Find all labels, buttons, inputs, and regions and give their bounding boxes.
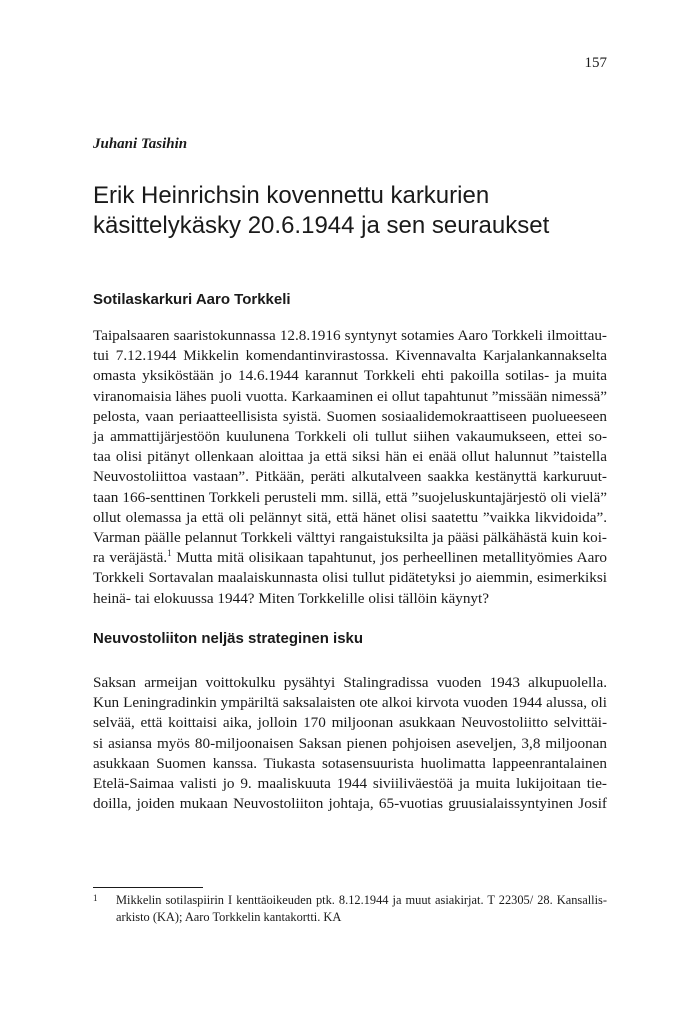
body-line: viranomaisia lähes puoli vuotta. Karkaaminen ei ollut tapahtunut ”missään nimessä” xyxy=(93,387,607,405)
page-number: 157 xyxy=(584,55,607,71)
body-line-with-footnote xyxy=(93,548,607,568)
footnote-text xyxy=(116,892,607,926)
author-name: Juhani Tasihin xyxy=(93,136,188,152)
footnote-marker: 1 xyxy=(93,893,98,903)
body-line: taa olisi pitänyt ollenkaan aloittaa ja että siksi hän ei enää ollut halunnut ”taistella xyxy=(93,448,607,466)
body-line: ollut olemassa ja että oli pelännyt sitä, että hänet olisi saatettu ”vaikka likvidoida”. xyxy=(93,508,607,526)
body-line: taan 166-senttinen Torkkeli perusteli mm. sillä, että ”suojeluskuntajärjestö oli vielä” xyxy=(93,488,607,506)
article-title xyxy=(93,181,613,241)
body-line: tui 7.12.1944 Mikkelin komendantinvirastossa. Kivennavalta Karjalankannakselta xyxy=(93,347,607,365)
body-line: omasta yksiköstään jo 14.6.1944 karannut Torkkeli ehti pakoilla sotilas- ja muita xyxy=(93,367,607,385)
footnote-line: arkisto (KA); Aaro Torkkelin kantakortti. KA xyxy=(116,910,342,924)
footnote-reference[interactable]: 1 xyxy=(167,548,172,559)
footnote-line: Mikkelin sotilaspiirin I kenttäoikeuden ptk. 8.12.1944 ja muut asiakirjat. T 22305/ 28. Kansallis- xyxy=(116,893,607,907)
body-line-end: Mutta mitä olisikaan tapahtunut, jos perheellinen metallityömies Aaro xyxy=(171,549,607,567)
body-line: doilla, joiden mukaan Neuvostoliiton johtaja, 65-vuotias gruusialaissyntyinen Josif xyxy=(93,795,607,813)
section-heading-soldier-deserter: Sotilaskarkuri Aaro Torkkeli xyxy=(93,291,291,308)
body-line: selvää, että koittaisi aika, jolloin 170 miljoonan asukkaan Neuvostoliitto selvittäi- xyxy=(93,714,607,732)
body-line: ja ammattijärjestöön kuulunena Torkkeli oli tullut siihen vakaumukseen, ettei so- xyxy=(93,428,607,446)
body-line: Saksan armeijan voittokulku pysähtyi Stalingradissa vuoden 1943 alkupuolella. xyxy=(93,674,607,691)
body-paragraph-1 xyxy=(93,326,607,609)
body-line: pelosta, vaan periaatteellisista syistä. Suomen sosiaalidemokraattiseen puolueeseen xyxy=(93,407,607,425)
body-line: si asiansa myös 80-miljoonaisen Saksan pienen pohjoisen aseveljen, 3,8 miljoonan xyxy=(93,734,607,752)
section-heading-soviet-offensive: Neuvostoliiton neljäs strateginen isku xyxy=(93,630,364,647)
body-line: heinä- tai elokuussa 1944? Miten Torkkelille olisi tällöin käynyt? xyxy=(93,589,489,607)
body-line: Torkkeli Sortavalan maalaiskunnasta olisi tullut pidätetyksi jo aiemmin, esimerkiksi xyxy=(93,569,607,587)
body-line: Neuvostoliittoa vastaan”. Pitkään, peräti alkutalveen saakka kestänyttä karkuruut- xyxy=(93,468,607,486)
body-line: Taipalsaaren saaristokunnassa 12.8.1916 syntynyt sotamies Aaro Torkkeli ilmoittau- xyxy=(93,327,607,344)
article-title-line: käsittelykäsky 20.6.1944 ja sen seuraukset xyxy=(93,212,550,239)
body-paragraph-2 xyxy=(93,673,607,814)
footnote-divider xyxy=(93,887,203,888)
body-line-start: ra veräjästä. xyxy=(93,549,168,567)
body-line: Kun Leningradinkin ympäriltä saksalaisten ote alkoi kirvota vuoden 1944 alussa, oli xyxy=(93,694,607,712)
body-line: asukkaan Suomen kanssa. Tiukasta sotasensuurista huolimatta lappeenrantalainen xyxy=(93,754,607,772)
body-line: Varman päälle pelannut Torkkeli välttyi rangaistuksilta ja pääsi pälkähästä kuin koi- xyxy=(93,529,607,547)
body-line: Etelä-Saimaa valisti jo 9. maaliskuuta 1944 siviiliväestöä ja muita lukijoitaan tie- xyxy=(93,775,607,793)
article-title-line: Erik Heinrichsin kovennettu karkurien xyxy=(93,182,490,209)
